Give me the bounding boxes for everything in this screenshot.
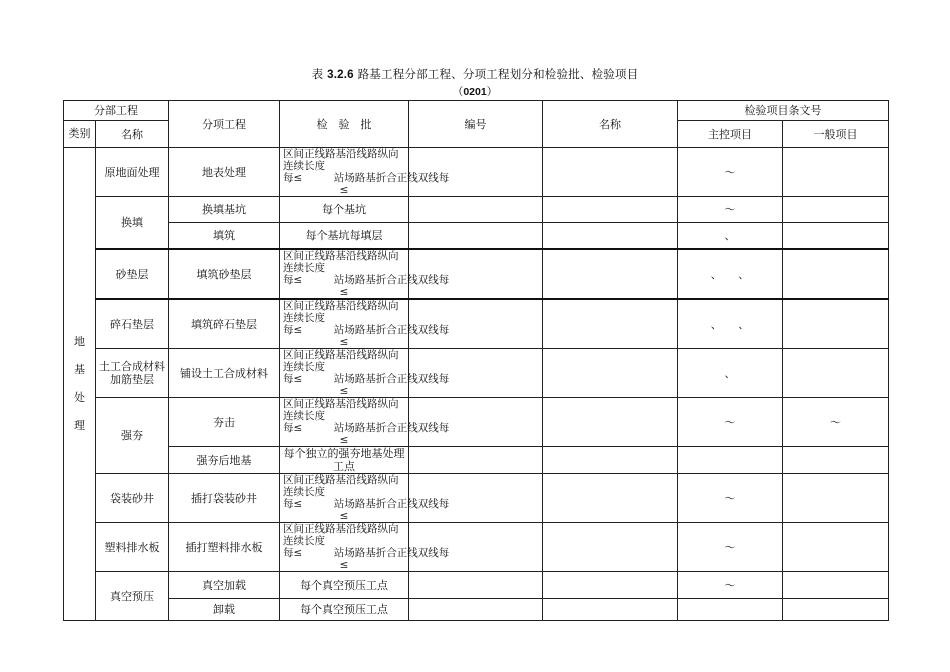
batch-criterion-line: ≤: [339, 385, 349, 397]
number-cell: [409, 223, 543, 250]
division-name-cell: 袋装砂井: [96, 474, 169, 523]
number-cell: [409, 599, 543, 621]
subitem-cell: 填筑: [169, 223, 280, 250]
category-char: 地: [74, 335, 85, 348]
main-clause-cell: [678, 447, 783, 474]
subitem-cell: 填筑碎石垫层: [169, 299, 280, 349]
table-row: [64, 398, 889, 447]
general-clause-cell: [783, 447, 889, 474]
inspection-batch-cell: [280, 299, 450, 349]
name-cell: [543, 523, 678, 572]
table-row: [64, 148, 889, 197]
inspection-batch-cell: [280, 148, 450, 197]
batch-criterion-line: 每≤ 站场路基折合正线双线每: [283, 498, 450, 510]
division-name-cell: 强夯: [96, 398, 169, 474]
name-cell: [543, 299, 678, 349]
table-row: [64, 299, 889, 349]
general-clause-cell: [783, 572, 889, 599]
name-cell: [543, 599, 678, 621]
division-name-cell: 砂垫层: [96, 249, 169, 299]
batch-criterion-line: 每≤ 站场路基折合正线双线每: [283, 324, 450, 336]
header-general: 一般项目: [783, 121, 889, 148]
division-name-cell: 土工合成材料加筋垫层: [96, 349, 169, 398]
category-cell: [64, 148, 96, 621]
header-name: 名称: [96, 121, 169, 148]
batch-criterion-line: 区间正线路基沿线路纵向连续长度: [283, 523, 399, 547]
subitem-cell: 铺设土工合成材料: [169, 349, 280, 398]
batch-criterion-line: ≤: [339, 286, 349, 298]
category-char: 处: [74, 391, 85, 404]
general-clause-cell: [783, 599, 889, 621]
general-clause-cell: [783, 349, 889, 398]
header-division: 分部工程: [64, 101, 169, 121]
subitem-cell: 换填基坑: [169, 197, 280, 223]
header-subitem: 分项工程: [169, 101, 280, 148]
batch-criterion-line: ≤: [339, 559, 349, 571]
subitem-cell: 插打塑料排水板: [169, 523, 280, 572]
header-row-1: [64, 101, 889, 121]
subitem-cell: 卸载: [169, 599, 280, 621]
name-cell: [543, 398, 678, 447]
table-row: [64, 249, 889, 299]
batch-criterion-line: ≤: [339, 184, 349, 196]
general-clause-cell: [783, 223, 889, 250]
inspection-batch-cell: 每个独立的强夯地基处理工点: [280, 447, 409, 474]
inspection-batch-cell: 每个基坑: [280, 197, 409, 223]
table-row: [64, 523, 889, 572]
subitem-cell: 夯击: [169, 398, 280, 447]
main-clause-cell: ～: [678, 398, 783, 447]
batch-criterion-line: ≤: [339, 336, 349, 348]
main-clause-cell: 、: [678, 223, 783, 250]
batch-criterion-line: 区间正线路基沿线路纵向连续长度: [283, 148, 399, 172]
name-cell: [543, 197, 678, 223]
main-clause-cell: 、: [678, 349, 783, 398]
division-name-cell: 塑料排水板: [96, 523, 169, 572]
subitem-cell: 地表处理: [169, 148, 280, 197]
inspection-batch-cell: [280, 523, 450, 572]
general-clause-cell: [783, 299, 889, 349]
main-clause-cell: ～: [678, 197, 783, 223]
main-clause-cell: 、 、: [678, 299, 783, 349]
division-name-cell: 碎石垫层: [96, 299, 169, 349]
batch-criterion-line: 每≤ 站场路基折合正线双线每: [283, 172, 450, 184]
name-cell: [543, 148, 678, 197]
batch-criterion-line: 每≤ 站场路基折合正线双线每: [283, 274, 450, 286]
name-cell: [543, 249, 678, 299]
header-name2: 名称: [543, 101, 678, 148]
category-char: 基: [74, 363, 85, 376]
table-row: [64, 197, 889, 223]
inspection-batch-cell: [280, 249, 450, 299]
batch-criterion-line: 区间正线路基沿线路纵向连续长度: [283, 349, 399, 373]
number-cell: [409, 447, 543, 474]
batch-criterion-line: ≤: [339, 510, 349, 522]
header-main: 主控项目: [678, 121, 783, 148]
table-row: [64, 474, 889, 523]
header-inspection: 检 验 批: [280, 101, 409, 148]
header-number: 编号: [409, 101, 543, 148]
general-clause-cell: [783, 523, 889, 572]
general-clause-cell: ～: [783, 398, 889, 447]
header-clause: 检验项目条文号: [678, 101, 889, 121]
main-clause-cell: 、 、: [678, 249, 783, 299]
subitem-cell: 插打袋装砂井: [169, 474, 280, 523]
main-clause-cell: [678, 599, 783, 621]
number-cell: [409, 572, 543, 599]
subitem-cell: 真空加载: [169, 572, 280, 599]
inspection-batch-cell: [280, 349, 450, 398]
category-char: 理: [74, 419, 85, 432]
inspection-batch-cell: 每个真空预压工点: [280, 599, 409, 621]
batch-criterion-line: 每≤ 站场路基折合正线双线每: [283, 547, 450, 559]
name-cell: [543, 572, 678, 599]
name-cell: [543, 474, 678, 523]
batch-criterion-line: 区间正线路基沿线路纵向连续长度: [283, 300, 399, 324]
main-clause-cell: ～: [678, 523, 783, 572]
batch-criterion-line: 区间正线路基沿线路纵向连续长度: [283, 250, 399, 274]
batch-criterion-line: ≤: [339, 434, 349, 446]
batch-criterion-line: 区间正线路基沿线路纵向连续长度: [283, 474, 399, 498]
main-clause-cell: ～: [678, 572, 783, 599]
batch-criterion-line: 每≤ 站场路基折合正线双线每: [283, 422, 450, 434]
inspection-batch-cell: [280, 474, 450, 523]
number-cell: [409, 197, 543, 223]
general-clause-cell: [783, 249, 889, 299]
table-code: （0201）: [452, 85, 498, 98]
name-cell: [543, 447, 678, 474]
general-clause-cell: [783, 148, 889, 197]
header-category: 类别: [64, 121, 96, 148]
inspection-batch-cell: 每个真空预压工点: [280, 572, 409, 599]
batch-criterion-line: 每≤ 站场路基折合正线双线每: [283, 373, 450, 385]
table-row: [64, 572, 889, 599]
division-name-cell: 换填: [96, 197, 169, 250]
name-cell: [543, 349, 678, 398]
table-row: [64, 599, 889, 621]
general-clause-cell: [783, 197, 889, 223]
main-clause-cell: ～: [678, 474, 783, 523]
table-row: [64, 223, 889, 250]
table-row: [64, 349, 889, 398]
inspection-batch-cell: [280, 398, 450, 447]
main-clause-cell: ～: [678, 148, 783, 197]
batch-criterion-line: 区间正线路基沿线路纵向连续长度: [283, 398, 399, 422]
division-table: [63, 100, 889, 621]
division-name-cell: 真空预压: [96, 572, 169, 621]
division-name-cell: 原地面处理: [96, 148, 169, 197]
name-cell: [543, 223, 678, 250]
table-title: 表 3.2.6 路基工程分部工程、分项工程划分和检验批、检验项目: [311, 67, 639, 81]
inspection-batch-cell: 每个基坑每填层: [280, 223, 409, 250]
table-row: [64, 447, 889, 474]
general-clause-cell: [783, 474, 889, 523]
subitem-cell: 强夯后地基: [169, 447, 280, 474]
subitem-cell: 填筑砂垫层: [169, 249, 280, 299]
